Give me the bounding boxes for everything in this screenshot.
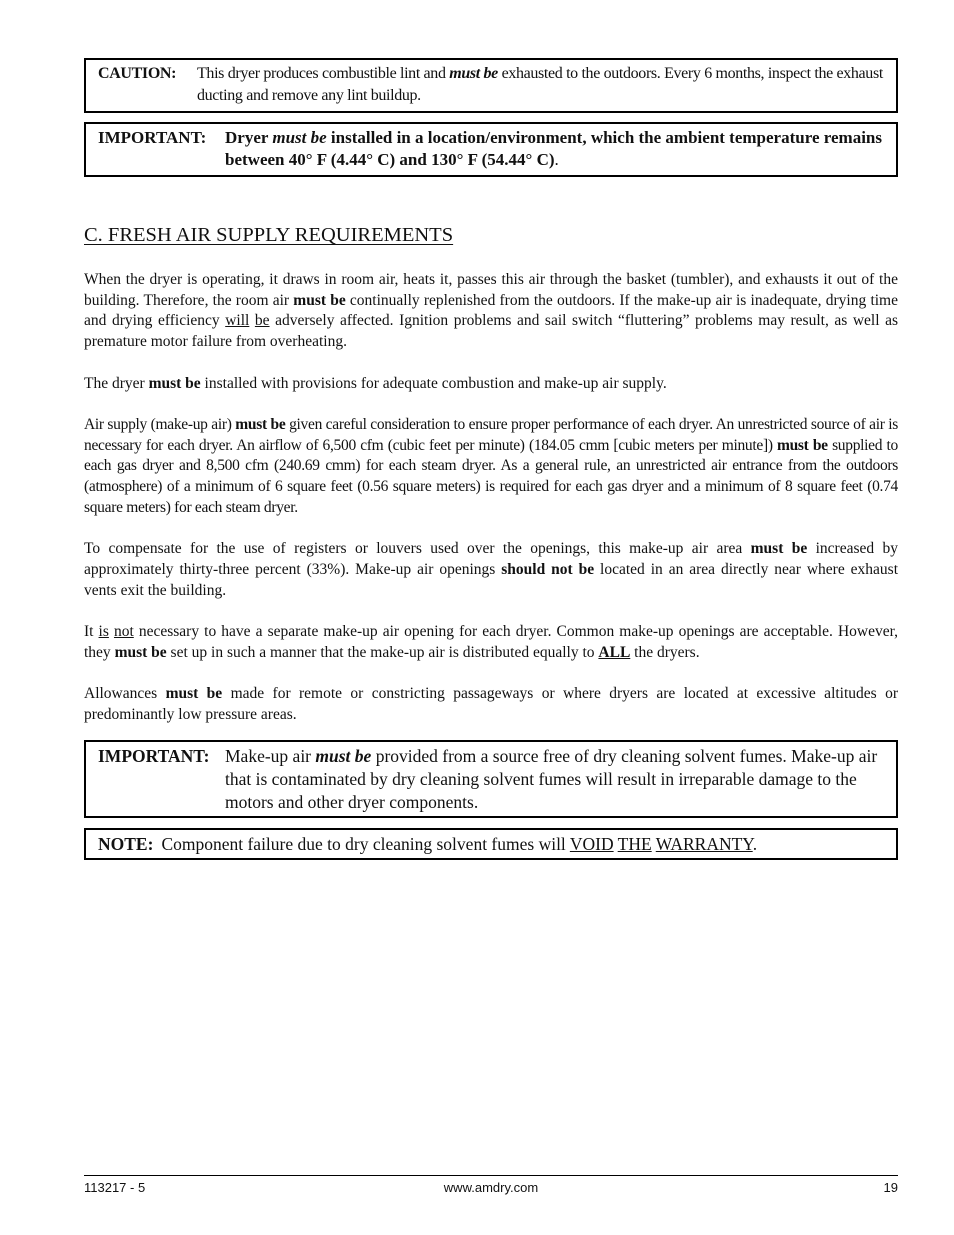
note-label: NOTE: xyxy=(98,834,154,854)
paragraph-common-openings xyxy=(84,622,898,663)
text-run: supplied to each gas dryer and 8,500 cfm (240.69 cmm) for each steam dryer. As a general rule, an unrestricted air entrance from the outdoors (atmosphere) of a minimum of 6 square feet (0.56 square meters) is required for each gas dryer and a minimum of 8 square feet (0.74 square meters) for each steam dryer. xyxy=(84,436,898,516)
paragraph-allowances xyxy=(84,684,898,725)
bold-run: must be xyxy=(750,540,808,558)
text-run: Allowances xyxy=(84,684,166,702)
important-solvent-text xyxy=(225,745,884,814)
text-run: To compensate for the use of registers or louvers used over the openings, this make-up air area xyxy=(84,540,751,558)
note-text: Component failure due to dry cleaning solvent fumes will xyxy=(161,834,570,854)
text-run: It xyxy=(84,622,99,640)
important-text-part: Dryer xyxy=(225,128,273,147)
important-temperature-text xyxy=(225,127,884,171)
paragraph-air-draw xyxy=(84,270,898,353)
text-run: When the dryer is operating, it draws in room air, heats it, passes this air through the basket (tumbler), and exhausts it out of the building. Therefore, the room air xyxy=(84,271,898,309)
caution-text xyxy=(197,63,884,107)
bold-run: must be xyxy=(235,415,286,433)
text-run: made for remote or constricting passageways or where dryers are located at excessive altitudes or predominantly low pressure areas. xyxy=(84,684,898,723)
important-period: . xyxy=(554,150,559,169)
section-heading: C. FRESH AIR SUPPLY REQUIREMENTS xyxy=(84,224,454,246)
caution-emphasis: must be xyxy=(449,65,498,82)
note-box xyxy=(84,828,898,860)
text-run: provided from a source free of dry cleaning solvent fumes. Make-up air that is contaminated by dry cleaning solvent fumes will result in irreparable damage to the motors and other dryer components. xyxy=(225,746,878,812)
page-footer xyxy=(84,1175,898,1195)
underline-run: is xyxy=(98,622,109,640)
bold-run: should not be xyxy=(501,560,595,578)
paragraph-airflow xyxy=(84,415,898,519)
text-run: continually replenished from the outdoors. If the make-up air is inadequate, drying time and drying efficiency xyxy=(84,291,898,330)
underline-run: will xyxy=(225,312,250,330)
paragraph-louvers xyxy=(84,539,898,601)
text-run: set up in such a manner that the make-up air is distributed equally to xyxy=(166,643,599,661)
bold-italic-run: must be xyxy=(315,746,372,766)
text-run: The dryer xyxy=(84,374,149,392)
bold-run: must be xyxy=(114,643,167,661)
text-run: Make-up air xyxy=(225,746,316,766)
bold-run: must be xyxy=(293,291,346,309)
text-run: located in an area directly near where exhaust vents exit the building. xyxy=(84,560,898,599)
bold-run: must be xyxy=(777,436,828,454)
section-body xyxy=(84,270,898,725)
text-run: given careful consideration to ensure proper performance of each dryer. An unrestricted source of air is necessary for each dryer. An airflow of 6,500 cfm (cubic feet per minute) (184.05 cmm [cubic meters per minute]) xyxy=(84,415,898,454)
page xyxy=(84,0,898,1235)
text-run: installed with provisions for adequate combustion and make-up air supply. xyxy=(200,374,667,392)
text-run: . xyxy=(752,834,758,854)
important-label: IMPORTANT: xyxy=(98,746,210,766)
important-temperature-box xyxy=(84,122,898,177)
important-solvent-box xyxy=(84,740,898,818)
page-number: 19 xyxy=(883,1180,898,1195)
bold-underline-run: ALL xyxy=(598,643,631,661)
caution-text-part: exhausted to the outdoors. Every 6 months, inspect the exhaust ducting and remove any lint buildup. xyxy=(197,65,883,104)
underline-run: not xyxy=(113,622,134,640)
caution-text-part: This dryer produces combustible lint and xyxy=(197,65,450,82)
underline-run: THE xyxy=(617,834,652,854)
bold-run: must be xyxy=(165,684,223,702)
paragraph-combustion xyxy=(84,374,898,395)
underline-run: VOID xyxy=(569,834,614,854)
important-text-part: installed in a location/environment, which the ambient temperature remains between 40° F (4.44° C) and 130° F (54.44° C) xyxy=(225,128,882,169)
text-run: necessary to have a separate make-up air opening for each dryer. Common make-up openings are acceptable. However, they xyxy=(84,622,899,661)
caution-box xyxy=(84,58,898,113)
text-run: the dryers. xyxy=(630,643,700,661)
caution-label: CAUTION: xyxy=(98,65,177,82)
website-link[interactable]: www.amdry.com xyxy=(443,1180,539,1195)
underline-run: be xyxy=(254,312,270,330)
bold-run: must be xyxy=(148,374,201,392)
underline-run: WARRANTY xyxy=(655,834,753,854)
important-emphasis: must be xyxy=(272,128,327,147)
document-number: 113217 - 5 xyxy=(84,1180,146,1195)
text-run: increased by approximately thirty-three percent (33%). Make-up air openings xyxy=(84,540,898,578)
important-label: IMPORTANT: xyxy=(98,128,207,147)
text-run: adversely affected. Ignition problems and sail switch “fluttering” problems may result, as well as premature motor failure from overheating. xyxy=(84,312,898,351)
text-run: Air supply (make-up air) xyxy=(84,415,236,433)
